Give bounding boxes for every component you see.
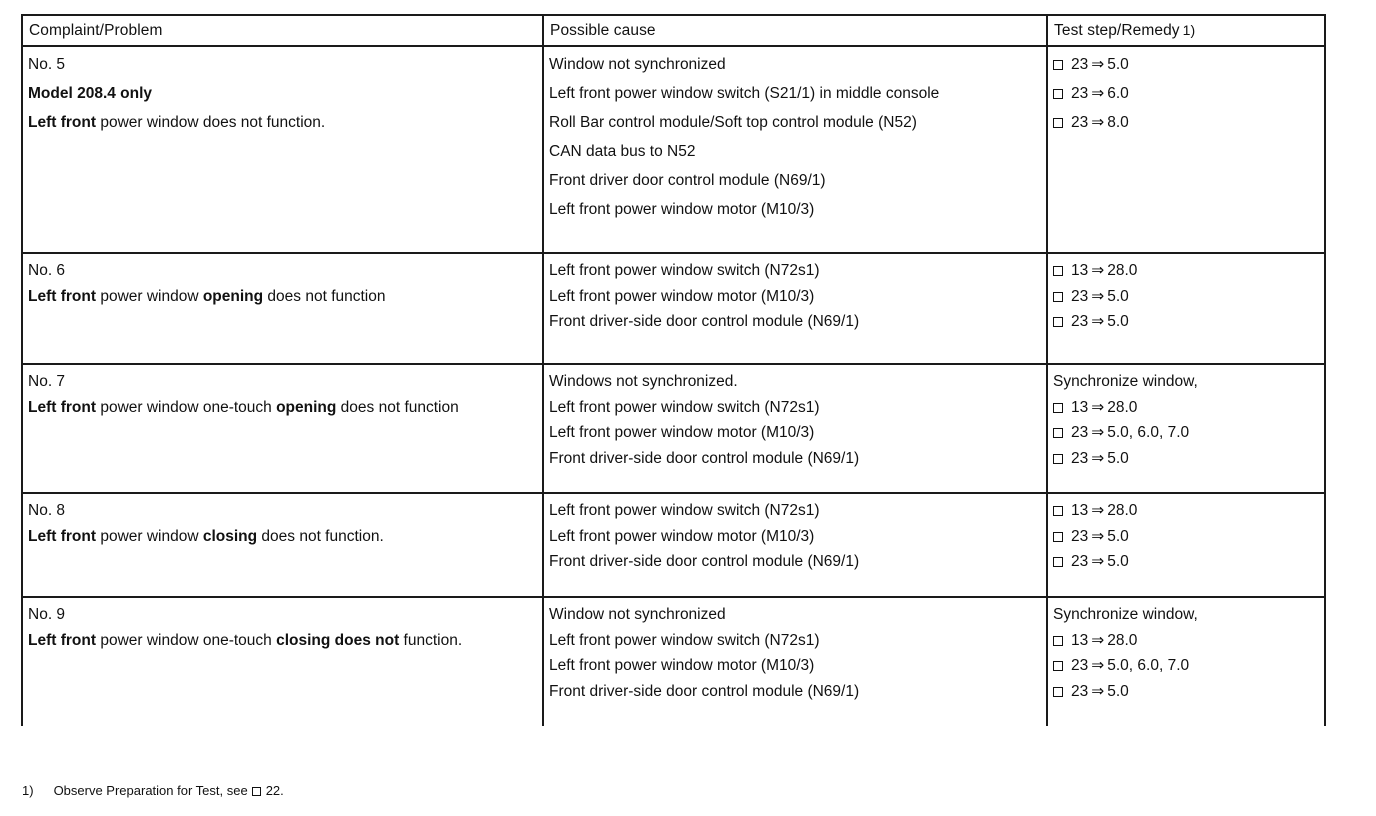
remedy-ref: 23 bbox=[1071, 682, 1089, 700]
table-row bbox=[22, 597, 1325, 726]
cause-item: Left front power window switch (S21/1) in middle console bbox=[549, 85, 940, 102]
remedy-target: 28.0 bbox=[1107, 398, 1138, 416]
complaint-text: opening bbox=[202, 287, 264, 305]
complaint-text: Left front bbox=[28, 287, 97, 305]
arrow-right-icon: ⇒ bbox=[1091, 527, 1105, 545]
complaint-text: closing does not bbox=[276, 631, 400, 649]
reference-box-icon bbox=[1053, 454, 1063, 464]
footnote-mark: 1) bbox=[22, 783, 34, 798]
reference-box-icon bbox=[1053, 687, 1063, 697]
cause-item: Front driver-side door control module (N69/1) bbox=[549, 682, 860, 700]
arrow-right-icon: ⇒ bbox=[1091, 398, 1105, 416]
remedy-item bbox=[1053, 629, 1319, 655]
remedy-ref: 23 bbox=[1071, 553, 1089, 570]
cause-item: Roll Bar control module/Soft top control module (N52) bbox=[549, 114, 917, 131]
reference-box-icon bbox=[1053, 428, 1063, 438]
remedy-ref: 23 bbox=[1071, 449, 1089, 467]
complaint-text: No. 6 bbox=[28, 262, 66, 279]
reference-box-icon bbox=[1053, 557, 1063, 567]
complaint-cell bbox=[22, 253, 543, 364]
remedy-item bbox=[1053, 396, 1319, 422]
complaint-line bbox=[28, 629, 537, 655]
remedy-target: 28.0 bbox=[1107, 631, 1138, 649]
remedy-target: 5.0 bbox=[1107, 553, 1129, 570]
complaint-line bbox=[28, 81, 537, 110]
complaint-text: function. bbox=[399, 631, 463, 649]
complaint-text: Left front bbox=[28, 631, 97, 649]
complaint-text: power window one-touch bbox=[96, 398, 277, 416]
remedy-target: 5.0, 6.0, 7.0 bbox=[1107, 424, 1190, 441]
reference-box-icon bbox=[1053, 118, 1063, 128]
header-remedy-footnote-mark: 1) bbox=[1182, 22, 1196, 38]
table-row bbox=[22, 46, 1325, 253]
remedy-ref: 13 bbox=[1071, 398, 1089, 416]
reference-box-icon bbox=[1053, 266, 1063, 276]
remedy-cell bbox=[1047, 597, 1325, 726]
complaint-number bbox=[28, 499, 537, 525]
table-row bbox=[22, 253, 1325, 364]
complaint-number bbox=[28, 603, 537, 629]
arrow-right-icon: ⇒ bbox=[1091, 682, 1105, 700]
remedy-item bbox=[1053, 525, 1319, 551]
cause-cell bbox=[543, 597, 1047, 726]
complaint-text: power window one-touch bbox=[96, 631, 277, 649]
remedy-item bbox=[1053, 310, 1319, 336]
cause-item: Left front power window motor (M10/3) bbox=[549, 657, 815, 674]
cause-item: Left front power window switch (N72s1) bbox=[549, 631, 820, 649]
cause-cell bbox=[543, 364, 1047, 493]
reference-box-icon bbox=[1053, 661, 1063, 671]
remedy-note: Synchronize window, bbox=[1053, 606, 1198, 623]
remedy-item bbox=[1053, 680, 1319, 706]
complaint-text: Model 208.4 only bbox=[28, 85, 153, 102]
footnote bbox=[22, 783, 284, 798]
complaint-text: No. 5 bbox=[28, 56, 66, 73]
remedy-target: 5.0 bbox=[1107, 313, 1129, 330]
remedy-target: 28.0 bbox=[1107, 262, 1138, 279]
remedy-item bbox=[1053, 447, 1319, 473]
remedy-ref: 23 bbox=[1071, 657, 1089, 674]
complaint-text: power window does not function. bbox=[96, 114, 326, 131]
table-row bbox=[22, 364, 1325, 493]
complaint-text: opening bbox=[276, 398, 337, 416]
cause-item: Front driver door control module (N69/1) bbox=[549, 172, 826, 189]
arrow-right-icon: ⇒ bbox=[1091, 56, 1105, 73]
arrow-right-icon: ⇒ bbox=[1091, 502, 1105, 519]
remedy-cell bbox=[1047, 46, 1325, 253]
remedy-ref: 13 bbox=[1071, 262, 1089, 279]
remedy-ref: 23 bbox=[1071, 287, 1089, 305]
remedy-cell bbox=[1047, 493, 1325, 597]
remedy-ref: 13 bbox=[1071, 631, 1089, 649]
remedy-ref: 23 bbox=[1071, 313, 1089, 330]
complaint-text: does not function bbox=[336, 398, 459, 416]
complaint-line bbox=[28, 396, 537, 422]
complaint-text: does not function bbox=[263, 287, 386, 305]
cause-item: Left front power window switch (N72s1) bbox=[549, 262, 820, 279]
cause-cell bbox=[543, 493, 1047, 597]
remedy-target: 5.0 bbox=[1107, 287, 1129, 305]
cause-cell bbox=[543, 253, 1047, 364]
remedy-ref: 23 bbox=[1071, 85, 1089, 102]
remedy-item bbox=[1053, 499, 1319, 525]
remedy-ref: 13 bbox=[1071, 502, 1089, 519]
complaint-text: does not function. bbox=[257, 527, 384, 545]
complaint-text: No. 7 bbox=[28, 373, 66, 390]
complaint-number bbox=[28, 370, 537, 396]
complaint-text: No. 9 bbox=[28, 606, 66, 623]
cause-cell bbox=[543, 46, 1047, 253]
complaint-text: closing bbox=[202, 527, 258, 545]
reference-box-icon bbox=[1053, 89, 1063, 99]
remedy-item bbox=[1053, 81, 1319, 110]
cause-item: Front driver-side door control module (N69/1) bbox=[549, 553, 860, 570]
reference-box-icon bbox=[1053, 636, 1063, 646]
cause-item: Windows not synchronized. bbox=[549, 373, 738, 390]
arrow-right-icon: ⇒ bbox=[1091, 85, 1105, 102]
remedy-cell bbox=[1047, 364, 1325, 493]
remedy-target: 5.0 bbox=[1107, 527, 1129, 545]
remedy-item bbox=[1053, 654, 1319, 680]
remedy-item bbox=[1053, 259, 1319, 285]
complaint-text: Left front bbox=[28, 398, 97, 416]
arrow-right-icon: ⇒ bbox=[1091, 657, 1105, 674]
arrow-right-icon: ⇒ bbox=[1091, 449, 1105, 467]
remedy-note: Synchronize window, bbox=[1053, 373, 1198, 390]
remedy-ref: 23 bbox=[1071, 527, 1089, 545]
cause-item: Left front power window motor (M10/3) bbox=[549, 527, 815, 545]
complaint-line bbox=[28, 110, 537, 139]
reference-box-icon bbox=[1053, 317, 1063, 327]
table-row bbox=[22, 493, 1325, 597]
arrow-right-icon: ⇒ bbox=[1091, 313, 1105, 330]
footnote-ref: 22. bbox=[265, 783, 284, 798]
arrow-right-icon: ⇒ bbox=[1091, 631, 1105, 649]
complaint-text: No. 8 bbox=[28, 502, 66, 519]
complaint-number bbox=[28, 259, 537, 285]
remedy-item bbox=[1053, 285, 1319, 311]
cause-item: Left front power window switch (N72s1) bbox=[549, 502, 820, 519]
arrow-right-icon: ⇒ bbox=[1091, 287, 1105, 305]
complaint-line bbox=[28, 525, 537, 551]
remedy-item bbox=[1053, 421, 1319, 447]
remedy-target: 5.0 bbox=[1107, 449, 1129, 467]
complaint-text: Left front bbox=[28, 527, 97, 545]
reference-box-icon bbox=[1053, 506, 1063, 516]
cause-item: Window not synchronized bbox=[549, 56, 726, 73]
diagnosis-table bbox=[21, 14, 1326, 726]
arrow-right-icon: ⇒ bbox=[1091, 114, 1105, 131]
cause-item: Left front power window switch (N72s1) bbox=[549, 398, 820, 416]
header-remedy-label: Test step/Remedy bbox=[1054, 22, 1180, 39]
remedy-target: 5.0 bbox=[1107, 682, 1129, 700]
reference-box-icon bbox=[1053, 403, 1063, 413]
complaint-cell bbox=[22, 364, 543, 493]
reference-box-icon bbox=[252, 787, 261, 796]
cause-item: Window not synchronized bbox=[549, 606, 726, 623]
remedy-target: 5.0, 6.0, 7.0 bbox=[1107, 657, 1190, 674]
header-cause: Possible cause bbox=[543, 15, 1047, 46]
complaint-text: Left front bbox=[28, 114, 97, 131]
cause-item: Left front power window motor (M10/3) bbox=[549, 287, 815, 305]
footnote-text: Observe Preparation for Test, see bbox=[53, 783, 248, 798]
arrow-right-icon: ⇒ bbox=[1091, 262, 1105, 279]
header-complaint: Complaint/Problem bbox=[22, 15, 543, 46]
remedy-cell bbox=[1047, 253, 1325, 364]
cause-item: Left front power window motor (M10/3) bbox=[549, 201, 815, 218]
reference-box-icon bbox=[1053, 60, 1063, 70]
reference-box-icon bbox=[1053, 292, 1063, 302]
complaint-number bbox=[28, 52, 537, 81]
remedy-item bbox=[1053, 52, 1319, 81]
remedy-ref: 23 bbox=[1071, 114, 1089, 131]
complaint-text: power window bbox=[96, 287, 203, 305]
cause-item: CAN data bus to N52 bbox=[549, 143, 696, 160]
remedy-target: 5.0 bbox=[1107, 56, 1129, 73]
arrow-right-icon: ⇒ bbox=[1091, 424, 1105, 441]
header-remedy bbox=[1047, 15, 1325, 46]
cause-item: Front driver-side door control module (N69/1) bbox=[549, 449, 860, 467]
remedy-ref: 23 bbox=[1071, 56, 1089, 73]
reference-box-icon bbox=[1053, 532, 1063, 542]
arrow-right-icon: ⇒ bbox=[1091, 553, 1105, 570]
remedy-item bbox=[1053, 110, 1319, 139]
header-row bbox=[22, 15, 1325, 46]
complaint-cell bbox=[22, 597, 543, 726]
cause-item: Left front power window motor (M10/3) bbox=[549, 424, 815, 441]
complaint-text: power window bbox=[96, 527, 203, 545]
complaint-line bbox=[28, 285, 537, 311]
remedy-item bbox=[1053, 550, 1319, 576]
cause-item: Front driver-side door control module (N69/1) bbox=[549, 313, 860, 330]
complaint-cell bbox=[22, 493, 543, 597]
remedy-target: 8.0 bbox=[1107, 114, 1129, 131]
complaint-cell bbox=[22, 46, 543, 253]
remedy-ref: 23 bbox=[1071, 424, 1089, 441]
remedy-target: 28.0 bbox=[1107, 502, 1138, 519]
remedy-target: 6.0 bbox=[1107, 85, 1129, 102]
